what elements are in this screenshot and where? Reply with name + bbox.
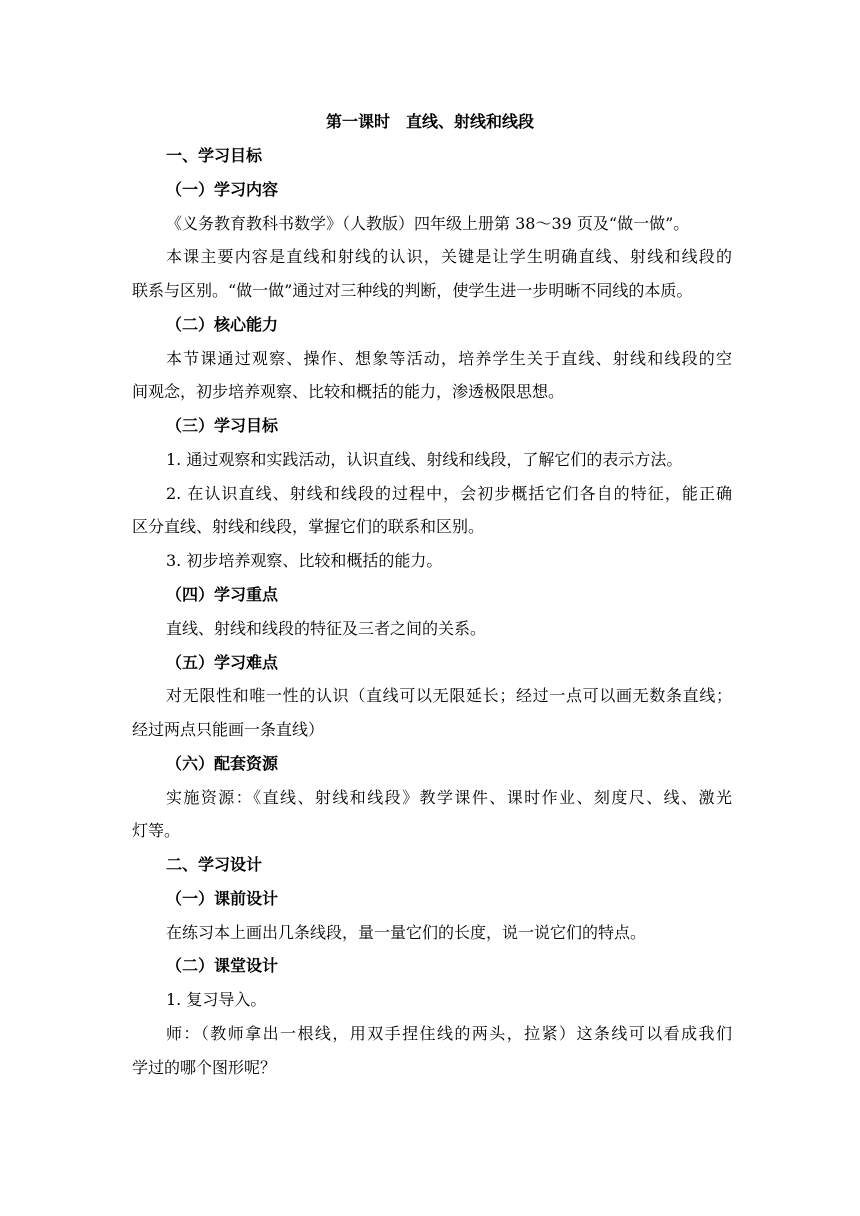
list-item: 1. 通过观察和实践活动，认识直线、射线和线段，了解它们的表示方法。 [166, 450, 683, 469]
subsection-heading-core-ability: （二）核心能力 [166, 315, 279, 334]
subsection-heading-content: （一）学习内容 [166, 180, 279, 199]
section-heading-learning-goals: 一、学习目标 [166, 146, 263, 165]
paragraph-line: 经过两点只能画一条直线） [132, 720, 325, 739]
paragraph-line: 在练习本上画出几条线段，量一量它们的长度，说一说它们的特点。 [166, 923, 647, 942]
paragraph-line: 师：（教师拿出一根线，用双手捏住线的两头，拉紧）这条线可以看成我们 [166, 1024, 732, 1043]
list-item: 1. 复习导入。 [166, 990, 267, 1009]
subsection-heading-difficulties: （五）学习难点 [166, 653, 279, 672]
paragraph-line: 直线、射线和线段的特征及三者之间的关系。 [166, 619, 487, 638]
list-item: 3. 初步培养观察、比较和概括的能力。 [166, 551, 443, 570]
paragraph-line: 《义务教育教科书数学》（人教版）四年级上册第 38～39 页及“做一做”。 [166, 214, 690, 233]
paragraph-line: 间观念，初步培养观察、比较和概括的能力，渗透极限思想。 [132, 382, 565, 401]
paragraph-line: 本节课通过观察、操作、想象等活动，培养学生关于直线、射线和线段的空 [166, 349, 732, 368]
subsection-heading-pre-class: （一）课前设计 [166, 889, 279, 908]
section-heading-learning-design: 二、学习设计 [166, 855, 263, 874]
paragraph-line: 本课主要内容是直线和射线的认识，关键是让学生明确直线、射线和线段的 [166, 247, 732, 266]
subsection-heading-key-points: （四）学习重点 [166, 585, 279, 604]
paragraph-line: 联系与区别。“做一做”通过对三种线的判断，使学生进一步明晰不同线的本质。 [132, 281, 693, 300]
paragraph-line: 实施资源：《直线、射线和线段》教学课件、课时作业、刻度尺、线、激光 [166, 788, 732, 807]
subsection-heading-in-class: （二）课堂设计 [166, 956, 279, 975]
lesson-title: 第一课时 直线、射线和线段 [325, 112, 534, 131]
paragraph-line: 对无限性和唯一性的认识（直线可以无限延长；经过一点可以画无数条直线； [166, 686, 732, 705]
paragraph-line: 学过的哪个图形呢？ [132, 1058, 277, 1077]
paragraph-line: 灯等。 [132, 821, 181, 840]
subsection-heading-resources: （六）配套资源 [166, 754, 279, 773]
paragraph-line: 区分直线、射线和线段，掌握它们的联系和区别。 [132, 517, 485, 536]
subsection-heading-objectives: （三）学习目标 [166, 416, 279, 435]
list-item: 2. 在认识直线、射线和线段的过程中，会初步概括它们各自的特征，能正确 [166, 484, 732, 503]
